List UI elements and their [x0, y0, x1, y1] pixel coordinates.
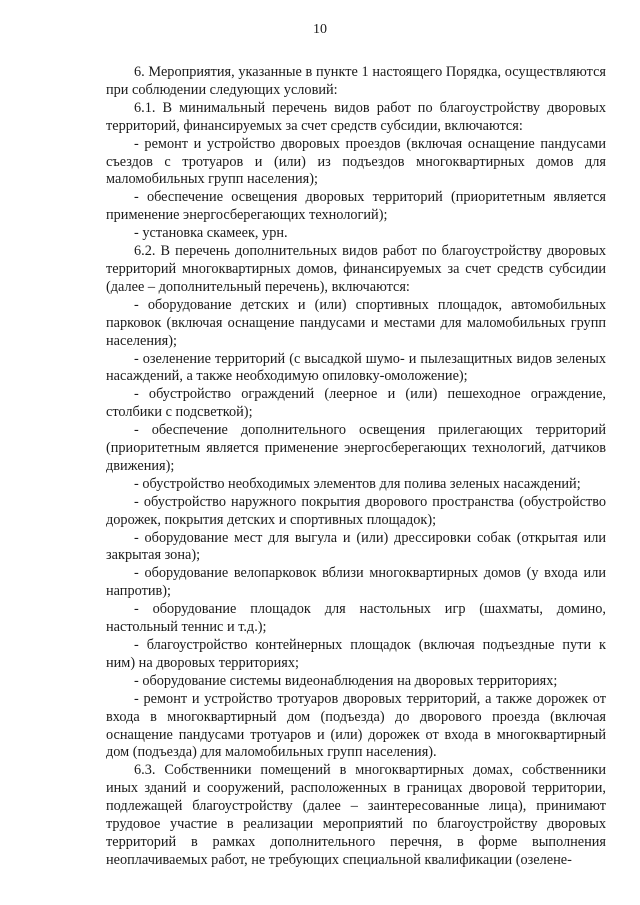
list-item: - установка скамеек, урн. [134, 225, 288, 242]
list-item: - оборудование системы видеонаблюдения на дворовых территориях; [134, 672, 558, 689]
list-item: - обустройство ограждений (леерное и (или) пешеходное ограждение, столбики с подсветкой); [106, 386, 606, 421]
document-body [106, 64, 606, 870]
list-item: - оборудование велопарковок вблизи многоквартирных домов (у входа или напротив); [106, 565, 606, 600]
page-number: 10 [313, 22, 327, 37]
list-item: - озеленение территорий (с высадкой шумо- и пылезащитных видов зеленых насаждений, а также необходимую опиловку-омоложение); [106, 350, 606, 385]
list-item: - обеспечение дополнительного освещения прилегающих территорий (приоритетным является применение энергосберегающих технологий, датчиков движения); [106, 422, 606, 474]
paragraph-6: 6. Мероприятия, указанные в пункте 1 настоящего Порядка, осуществляются при соблюдении следующих условий: [106, 64, 606, 98]
paragraph-6-1: 6.1. В минимальный перечень видов работ по благоустройству дворовых территорий, финансируемых за счет средств субсидии, включаются: [106, 99, 606, 134]
list-item: - благоустройство контейнерных площадок (включая подъездные пути к ним) на дворовых территориях; [106, 637, 606, 671]
list-item: - ремонт и устройство дворовых проездов (включая оснащение пандусами съездов с тротуаров и (или) из подъездов многоквартирных домов для маломобильных групп населения); [106, 135, 606, 188]
list-item: - обустройство необходимых элементов для полива зеленых насаждений; [134, 475, 581, 492]
list-item: - обустройство наружного покрытия дворового пространства (обустройство дорожек, покрытия детских и спортивных площадок); [106, 493, 606, 528]
list-item: - обеспечение освещения дворовых территорий (приоритетным является применение энергосберегающих технологий); [106, 189, 606, 224]
list-item: - оборудование мест для выгула и (или) дрессировки собак (открытая или закрытая зона); [106, 529, 606, 564]
list-item: - оборудование детских и (или) спортивных площадок, автомобильных парковок (включая оснащение пандусами и местами для маломобильных групп населения); [106, 296, 606, 349]
paragraph-6-3: 6.3. Собственники помещений в многоквартирных домах, собственники иных зданий и сооружений, расположенных в границах дворовой территории, подлежащей благоустройству (далее – заинтересованные лица), принимают трудовое участие в реализации мероприятий по благоустройству дворовых территорий в рамках дополнительного перечня, в форме выполнения неоплачиваемых работ, не требующих специальной квалификации (озелене- [106, 762, 606, 868]
list-item: - ремонт и устройство тротуаров дворовых территорий, а также дорожек от входа в многоквартирный дом (подъезда) до дворового проезда (включая оснащение пандусами тротуаров и (или) дорожек от входа в многоквартирный дом (подъезда) для маломобильных групп населения). [106, 690, 606, 761]
list-item: - оборудование площадок для настольных игр (шахматы, домино, настольный теннис и т.д.); [106, 601, 606, 636]
paragraph-6-2: 6.2. В перечень дополнительных видов работ по благоустройству дворовых территорий многоквартирных домов, финансируемых за счет средств субсидии (далее – дополнительный перечень), включаются: [106, 243, 606, 295]
